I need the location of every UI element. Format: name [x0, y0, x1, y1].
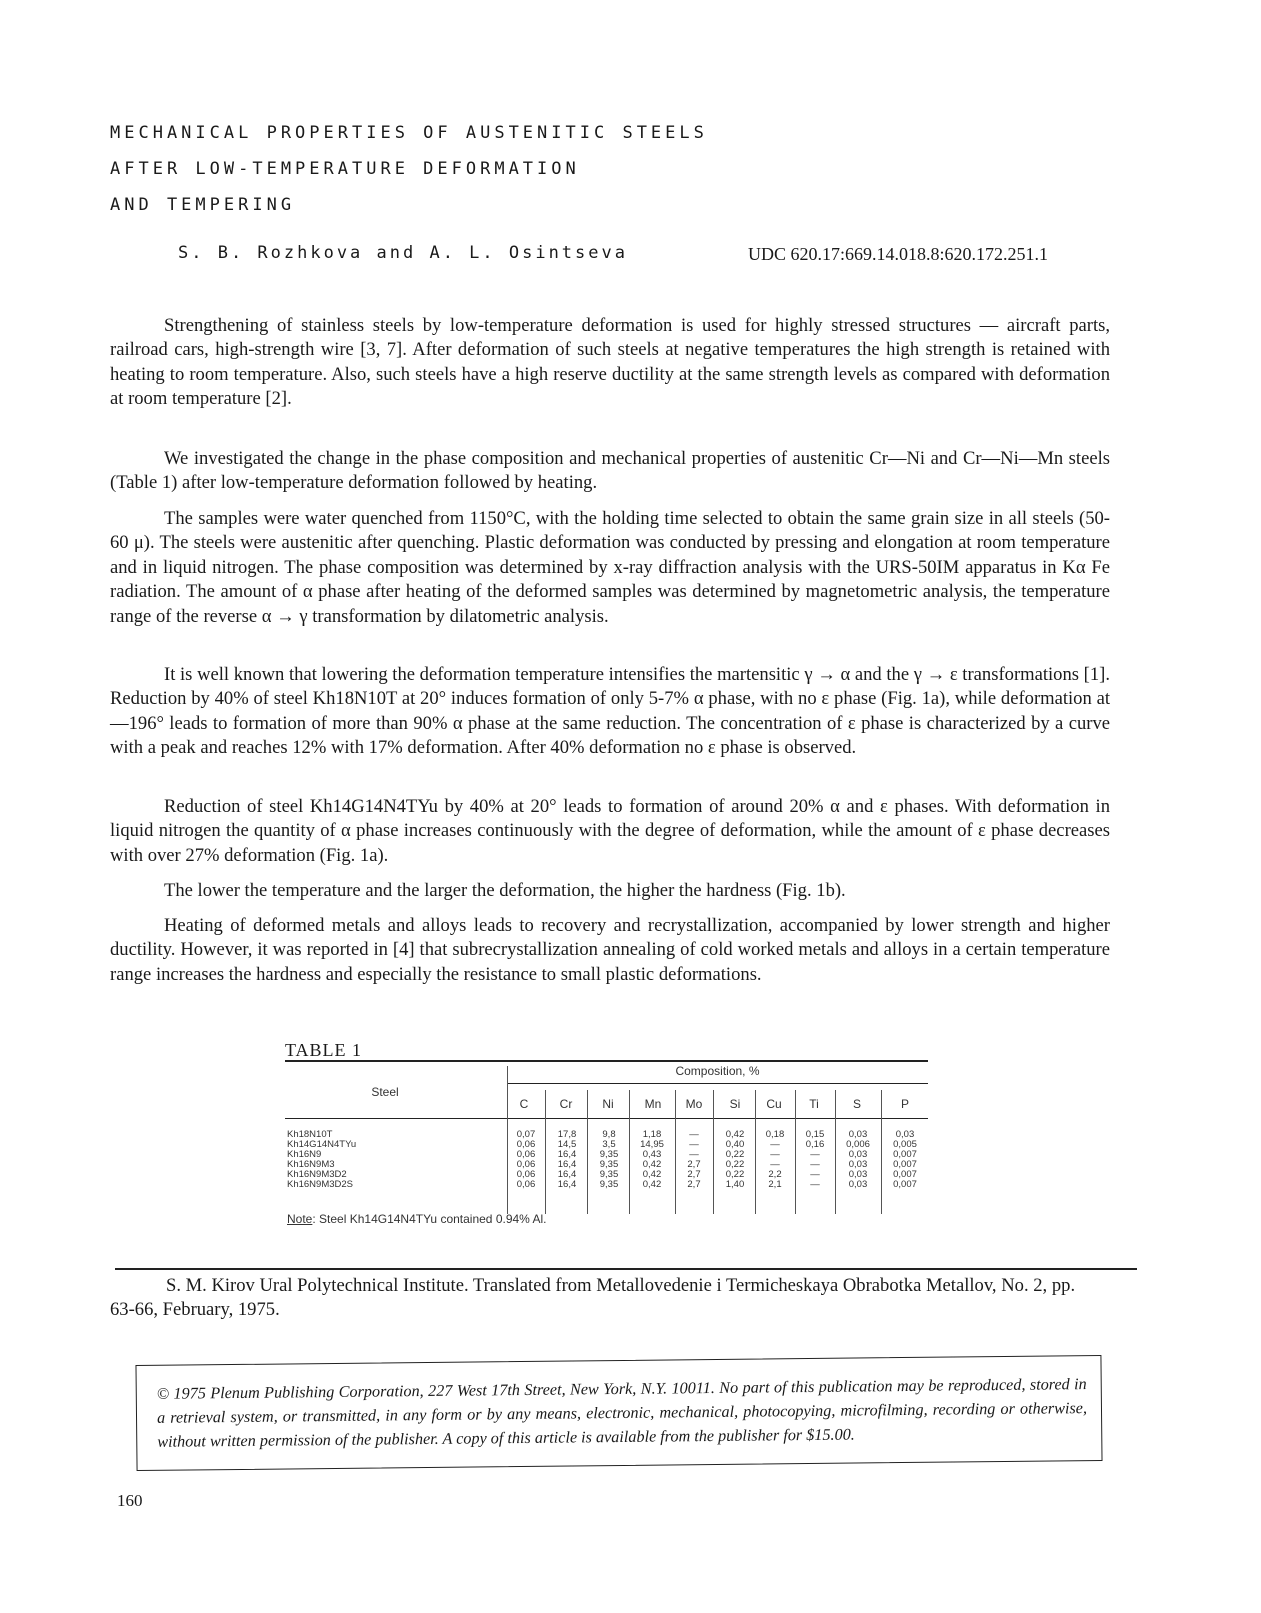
table-caption: TABLE 1 — [285, 1040, 363, 1060]
table-cell: 2,7 — [687, 1159, 701, 1170]
paragraph-1: Strengthening of stainless steels by low-temperature deformation is used for highly stressed structures — aircraft parts, railroad cars, high-strength wire [3, 7]. After deformation of such steels at negative temperatures the high strength is retained with heating to room temperature. Also, such steels have a high reserve ductility at the same strength levels as compared with deformation at room temperature [2]. — [110, 315, 1110, 410]
table-cell: 2,2 — [768, 1169, 782, 1180]
article-title-line-3: AND TEMPERING — [110, 195, 296, 215]
col-mo-values — [677, 1130, 711, 1190]
composition-header: Composition, % — [675, 1064, 760, 1078]
col-p-values — [883, 1130, 927, 1190]
col-separator — [835, 1090, 836, 1214]
table-cell: 9,35 — [599, 1179, 619, 1190]
col-header-ti: Ti — [809, 1097, 819, 1111]
table-cell: — — [810, 1149, 820, 1160]
col-ti-values — [796, 1130, 834, 1190]
table-cell: 3,5 — [602, 1139, 616, 1150]
paragraph-4: It is well known that lowering the deformation temperature intensifies the martensitic γ → α and the γ → ε transformations [1]. Reduction by 40% of steel Kh18N10T at 20° induces formation of only 5-7% α phase, with no ε phase (Fig. 1a), while deformation at —196° leads to formation of more than 90% α phase at the same reduction. The concentration of ε phase is characterized by a curve with a peak and reaches 12% with 17% deformation. After 40% deformation no ε phase is observed. — [110, 664, 1110, 759]
steel-name: Kh18N10T — [287, 1129, 333, 1140]
table-cell: — — [770, 1159, 780, 1170]
steel-name: Kh16N9M3D2 — [287, 1169, 347, 1180]
col-separator — [587, 1090, 588, 1214]
table-cell: — — [689, 1129, 699, 1140]
table-cell: — — [810, 1169, 820, 1180]
table-cell: 0,22 — [725, 1159, 745, 1170]
table-cell: 0,07 — [516, 1129, 536, 1140]
table-cell: 0,42 — [642, 1159, 662, 1170]
col-si-values — [715, 1130, 755, 1190]
copyright-box — [135, 1355, 1102, 1471]
table-cell: — — [770, 1139, 780, 1150]
paragraph-2: We investigated the change in the phase composition and mechanical properties of austenitic Cr—Ni and Cr—Ni—Mn steels (Table 1) after low-temperature deformation followed by heating. — [110, 448, 1110, 494]
table-cell: 0,06 — [516, 1149, 536, 1160]
table-cell: 14,5 — [557, 1139, 577, 1150]
table-top-rule — [285, 1060, 928, 1062]
table-cell: 9,35 — [599, 1149, 619, 1160]
table-cell: 0,007 — [893, 1149, 917, 1160]
table-note-text: : Steel Kh14G14N4TYu contained 0.94% Al. — [312, 1212, 547, 1226]
col-separator — [881, 1090, 882, 1214]
table-cell: 9,35 — [599, 1169, 619, 1180]
copyright-notice: © 1975 Plenum Publishing Corporation, 227 West 17th Street, New York, N.Y. 10011. No part of this publication may be reproduced, stored in a retrieval system, or transmitted, in any form or by any means, electronic, mechanical, photocopying, microfilming, recording or otherwise, without written permission of the publisher. A copy of this article is available from the publisher for $15.00. — [156, 1375, 1088, 1451]
table-cell: 9,35 — [599, 1159, 619, 1170]
col-separator — [675, 1090, 676, 1214]
affiliation-footnote: S. M. Kirov Ural Polytechnical Institute. Translated from Metallovedenie i Termicheskaya Obrabotka Metallov, No. 2, pp. 63-66, February, 1975. — [110, 1275, 1076, 1321]
col-header-cr: Cr — [559, 1097, 573, 1111]
col-s-values — [837, 1130, 879, 1190]
composition-header-rule — [507, 1083, 928, 1084]
col-mn-values — [631, 1130, 673, 1190]
table-cell: 0,03 — [848, 1169, 868, 1180]
col-header-ni: Ni — [602, 1097, 614, 1111]
steel-name: Kh16N9M3 — [287, 1159, 335, 1170]
table-cell: 0,007 — [893, 1169, 917, 1180]
table-cell: 0,42 — [642, 1169, 662, 1180]
steel-name: Kh16N9M3D2S — [287, 1179, 354, 1190]
table-cell: — — [689, 1149, 699, 1160]
authors: S. B. Rozhkova and A. L. Osintseva — [178, 243, 628, 263]
table-cell: 0,18 — [765, 1129, 785, 1140]
col-c-values — [509, 1130, 543, 1190]
table-cell: — — [689, 1139, 699, 1150]
col-header-p: P — [900, 1097, 909, 1111]
table-divider — [507, 1066, 508, 1214]
table-cell: 0,42 — [725, 1129, 745, 1140]
paragraph-5: Reduction of steel Kh14G14N4TYu by 40% at 20° leads to formation of around 20% α and ε phases. With deformation in liquid nitrogen the quantity of α phase increases continuously with the degree of deformation, while the amount of ε phase decreases with over 27% deformation (Fig. 1a). — [110, 796, 1110, 866]
article-title-line-2: AFTER LOW-TEMPERATURE DEFORMATION — [110, 159, 580, 179]
col-header-s: S — [852, 1097, 861, 1111]
table-cell: 16,4 — [557, 1159, 577, 1170]
steel-name: Kh16N9 — [287, 1149, 322, 1160]
table-cell: — — [770, 1149, 780, 1160]
table-cell: 0,40 — [725, 1139, 745, 1150]
col-cu-values — [756, 1130, 794, 1190]
steel-names-column — [287, 1130, 356, 1190]
col-header-mn: Mn — [644, 1097, 662, 1111]
paragraph-3: The samples were water quenched from 1150°C, with the holding time selected to obtain the same grain size in all steels (50-60 μ). The steels were austenitic after quenching. Plastic deformation was conducted by pressing and elongation at room temperature and in liquid nitrogen. The phase composition was determined by x-ray diffraction analysis with the URS-50IM apparatus in Kα Fe radiation. The amount of α phase after heating of the deformed samples was determined by magnetometric analysis, the temperature range of the reverse α → γ transformation by dilatometric analysis. — [110, 508, 1110, 627]
table-cell: 0,43 — [642, 1149, 662, 1160]
table-cell: 0,06 — [516, 1179, 536, 1190]
paragraph-6: The lower the temperature and the larger the deformation, the higher the hardness (Fig. 1b). — [164, 880, 846, 901]
col-ni-values — [590, 1130, 628, 1190]
table-cell: 0,03 — [848, 1179, 868, 1190]
page-number: 160 — [117, 1491, 143, 1510]
table-note — [287, 1212, 547, 1226]
table-cell: 0,007 — [893, 1179, 917, 1190]
col-separator — [629, 1090, 630, 1214]
table-cell: 17,8 — [557, 1129, 577, 1140]
table-cell: 0,03 — [848, 1159, 868, 1170]
table-cell: 0,15 — [805, 1129, 825, 1140]
table-cell: 2,7 — [687, 1179, 701, 1190]
paragraph-7: Heating of deformed metals and alloys leads to recovery and recrystallization, accompanied by lower strength and higher ductility. However, it was reported in [4] that subrecrystallization annealing of cold worked metals and alloys in a certain temperature range increases the hardness and especially the resistance to small plastic deformations. — [110, 915, 1110, 985]
table-cell: 0,16 — [805, 1139, 825, 1150]
table-cell: 0,06 — [516, 1159, 536, 1170]
footer-rule — [115, 1268, 1137, 1270]
col-header-mo: Mo — [685, 1097, 703, 1111]
table-cell: 0,42 — [642, 1179, 662, 1190]
col-separator — [545, 1090, 546, 1214]
table-cell: 0,06 — [516, 1139, 536, 1150]
table-cell: 16,4 — [557, 1169, 577, 1180]
table-cell: 0,005 — [893, 1139, 917, 1150]
table-cell: — — [810, 1179, 820, 1190]
table-cell: — — [810, 1159, 820, 1170]
steel-name: Kh14G14N4TYu — [287, 1139, 357, 1150]
article-title-line-1: MECHANICAL PROPERTIES OF AUSTENITIC STEELS — [110, 123, 708, 143]
col-header-cu: Cu — [766, 1097, 782, 1111]
table-note-label: Note — [287, 1212, 313, 1226]
udc-code: UDC 620.17:669.14.018.8:620.172.251.1 — [748, 244, 1049, 264]
col-header-si: Si — [729, 1097, 741, 1111]
table-cell: 16,4 — [557, 1179, 577, 1190]
table-cell: 1,18 — [642, 1129, 662, 1140]
table-cell: 9,8 — [602, 1129, 616, 1140]
table-cell: 1,40 — [725, 1179, 745, 1190]
table-cell: 2,7 — [687, 1169, 701, 1180]
table-header-rule — [285, 1118, 928, 1119]
steel-header: Steel — [371, 1085, 399, 1099]
table-cell: 0,22 — [725, 1169, 745, 1180]
table-cell: 2,1 — [768, 1179, 782, 1190]
table-cell: 0,06 — [516, 1169, 536, 1180]
table-cell: 0,03 — [848, 1129, 868, 1140]
col-separator — [713, 1090, 714, 1214]
table-cell: 0,22 — [725, 1149, 745, 1160]
table-cell: 0,03 — [848, 1149, 868, 1160]
table-cell: 0,006 — [846, 1139, 870, 1150]
table-cell: 16,4 — [557, 1149, 577, 1160]
table-cell: 14,95 — [640, 1139, 664, 1150]
col-cr-values — [549, 1130, 585, 1190]
table-cell: 0,007 — [893, 1159, 917, 1170]
col-header-c: C — [519, 1097, 529, 1111]
table-cell: 0,03 — [895, 1129, 915, 1140]
